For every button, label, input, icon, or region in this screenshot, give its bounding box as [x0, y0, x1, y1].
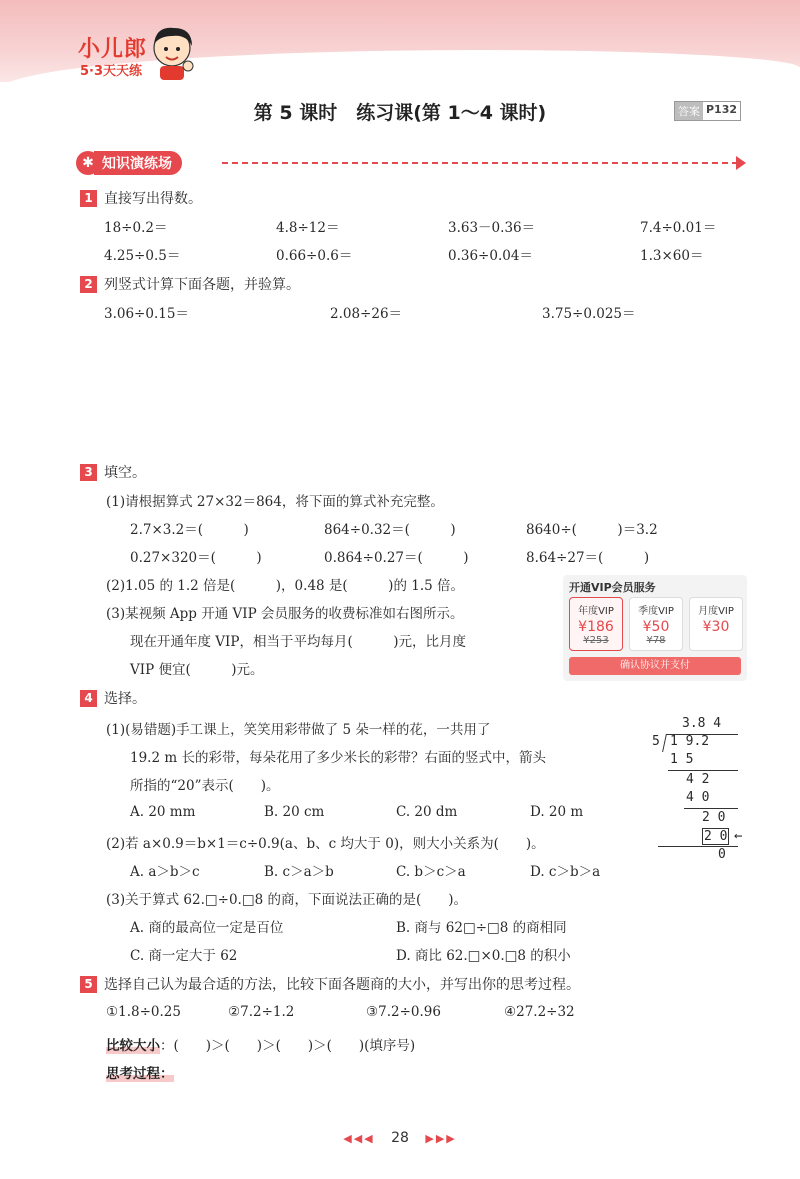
- page-footer: [0, 1130, 800, 1146]
- math-item: 3.06÷0.15＝: [104, 306, 189, 322]
- fill-blank: 8640÷( )＝3.2: [526, 522, 658, 538]
- division-step: 4 0: [686, 790, 710, 805]
- pointer-arrow-icon: ←: [734, 828, 743, 844]
- math-item: 1.3×60＝: [640, 248, 704, 264]
- division-bracket: [662, 734, 667, 752]
- vip-plan-quarterly[interactable]: [629, 597, 683, 651]
- plan-price: ¥50: [642, 619, 670, 635]
- question-text: 选择。: [104, 691, 146, 707]
- fill-blank: 2.7×3.2＝( ): [130, 522, 249, 538]
- division-remainder: 0: [718, 847, 726, 862]
- division-dividend: 1 9.2: [670, 734, 710, 749]
- choice-option: A. 20 mm: [130, 804, 196, 820]
- choice-option: C. 20 dm: [396, 804, 458, 820]
- plan-original-price: ¥253: [583, 635, 609, 646]
- sub-question: (3)关于算式 62.□÷0.□8 的商，下面说法正确的是( )。: [106, 892, 467, 908]
- choice-option: D. c＞b＞a: [530, 864, 601, 880]
- answer-label: 答案: [675, 102, 703, 120]
- long-division: [648, 716, 758, 866]
- fill-blank: 864÷0.32＝( ): [324, 522, 456, 538]
- brand-subtitle: 5·3天天练: [80, 64, 143, 79]
- fill-blank: 0.27×320＝( ): [130, 550, 262, 566]
- choice-option: B. 20 cm: [264, 804, 325, 820]
- question-text: 填空。: [104, 465, 146, 481]
- division-step: 2 0: [702, 810, 726, 825]
- division-quotient: 3.8 4: [682, 716, 722, 731]
- choice-option: B. c＞a＞b: [264, 864, 334, 880]
- compare-text: ：( )＞( )＞( )＞( )(填序号): [160, 1038, 416, 1054]
- math-item: 4.8÷12＝: [276, 220, 340, 236]
- compare-label: 比较大小: [106, 1038, 160, 1054]
- math-item: 3.75÷0.025＝: [542, 306, 636, 322]
- math-item: 7.4÷0.01＝: [640, 220, 717, 236]
- sub-question: 19.2 m 长的彩带，每朵花用了多少米长的彩带？右面的竖式中，箭头: [130, 750, 546, 766]
- section-label: 知识演练场: [94, 151, 182, 175]
- vip-plan-annual[interactable]: [569, 597, 623, 651]
- math-item: ②7.2÷1.2: [228, 1004, 295, 1020]
- sub-question: (2)1.05 的 1.2 倍是( )，0.48 是( )的 1.5 倍。: [106, 578, 464, 594]
- question-number: 2: [80, 276, 97, 293]
- math-item: 4.25÷0.5＝: [104, 248, 181, 264]
- choice-option: B. 商与 62□÷□8 的商相同: [396, 920, 567, 936]
- page-title: 第 5 课时 练习课(第 1～4 课时): [253, 102, 547, 124]
- math-item: 3.63－0.36＝: [448, 220, 536, 236]
- sub-question: 现在开通年度 VIP，相当于平均每月( )元，比月度: [130, 634, 466, 650]
- question-number: 3: [80, 464, 97, 481]
- plan-name: 月度VIP: [698, 606, 734, 617]
- vip-plan-monthly[interactable]: [689, 597, 743, 651]
- choice-option: C. b＞c＞a: [396, 864, 466, 880]
- sub-question: (3)某视频 App 开通 VIP 会员服务的收费标准如右图所示。: [106, 606, 464, 622]
- section-divider: [222, 162, 738, 164]
- question-number: 4: [80, 690, 97, 707]
- confirm-pay-button[interactable]: 确认协议并支付: [569, 657, 741, 675]
- plan-name: 年度VIP: [578, 606, 614, 617]
- division-rule: [684, 808, 738, 809]
- thinking-row: [106, 1062, 174, 1082]
- choice-option: A. 商的最高位一定是百位: [130, 920, 284, 936]
- division-rule: [668, 770, 738, 771]
- math-item: ④27.2÷32: [504, 1004, 575, 1020]
- math-item: 0.66÷0.6＝: [276, 248, 353, 264]
- plan-price: ¥186: [578, 619, 614, 635]
- fill-blank: 8.64÷27＝( ): [526, 550, 650, 566]
- thinking-label: 思考过程：: [106, 1066, 174, 1082]
- vip-pricing-card: [563, 575, 747, 681]
- question-text: 列竖式计算下面各题，并验算。: [104, 277, 300, 293]
- math-item: ①1.8÷0.25: [106, 1004, 181, 1020]
- plan-original-price: ¥78: [646, 635, 666, 646]
- choice-option: C. 商一定大于 62: [130, 948, 238, 964]
- sub-question: 所指的“20”表示( )。: [130, 778, 280, 794]
- math-item: 18÷0.2＝: [104, 220, 168, 236]
- page-number: 28: [391, 1130, 409, 1146]
- division-step: 4 2: [686, 772, 710, 787]
- fill-blank: 0.864÷0.27＝( ): [324, 550, 469, 566]
- math-item: ③7.2÷0.96: [366, 1004, 441, 1020]
- math-item: 0.36÷0.04＝: [448, 248, 533, 264]
- section-star-icon: ✱: [76, 151, 100, 175]
- choice-option: D. 商比 62.□×0.□8 的积小: [396, 948, 571, 964]
- math-item: 2.08÷26＝: [330, 306, 403, 322]
- compare-row: [106, 1034, 415, 1054]
- division-step: 1 5: [670, 752, 694, 767]
- question-text: 直接写出得数。: [104, 191, 202, 207]
- answer-page: P132: [706, 103, 738, 116]
- answer-reference: [674, 101, 741, 121]
- section-banner: [76, 150, 182, 176]
- sub-question: (1)请根据算式 27×32＝864，将下面的算式补充完整。: [106, 494, 444, 510]
- sub-question: VIP 便宜( )元。: [130, 662, 264, 678]
- question-text: 选择自己认为最合适的方法，比较下面各题商的大小，并写出你的思考过程。: [104, 977, 580, 993]
- mascot-icon: [146, 22, 200, 82]
- sub-question: (1)(易错题)手工课上，笑笑用彩带做了 5 朵一样的花，一共用了: [106, 722, 491, 738]
- question-number: 5: [80, 976, 97, 993]
- brand-logo: 小儿郎: [78, 37, 148, 62]
- prev-arrows-icon: ◀◀◀: [343, 1132, 375, 1145]
- question-number: 1: [80, 190, 97, 207]
- division-divisor: 5: [652, 734, 660, 749]
- choice-option: D. 20 m: [530, 804, 584, 820]
- sub-question: (2)若 a×0.9＝b×1＝c÷0.9(a、b、c 均大于 0)，则大小关系为( )。: [106, 836, 545, 852]
- divider-arrow-icon: [736, 156, 746, 170]
- plan-price: ¥30: [702, 619, 730, 635]
- division-rule: [658, 846, 738, 847]
- next-arrows-icon: ▶▶▶: [425, 1132, 457, 1145]
- division-highlighted-step: 2 0: [704, 829, 728, 844]
- choice-option: A. a＞b＞c: [130, 864, 200, 880]
- plan-name: 季度VIP: [638, 606, 674, 617]
- vip-card-title: 开通VIP会员服务: [569, 581, 656, 594]
